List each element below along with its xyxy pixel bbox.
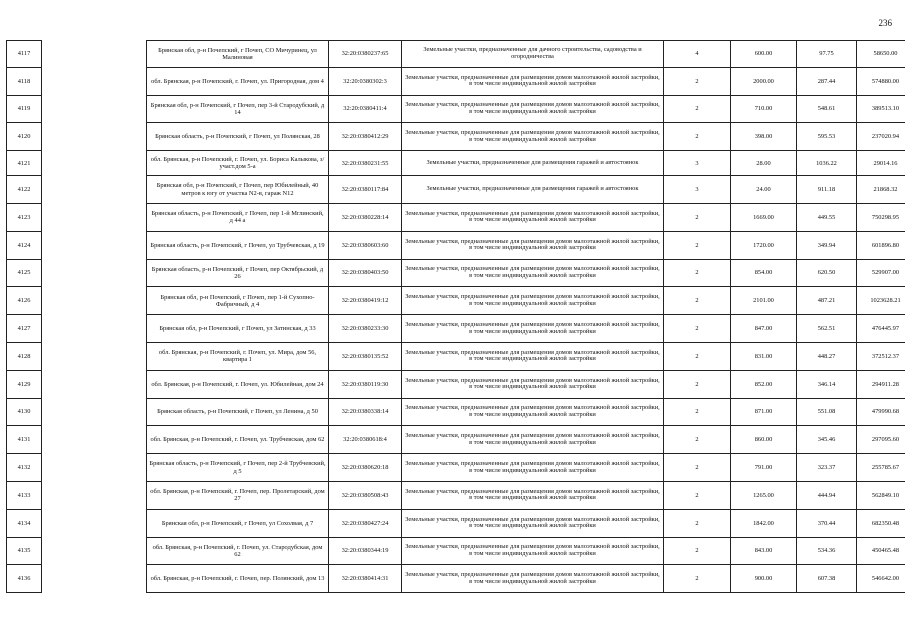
table-row (6, 260, 905, 288)
address-cell: Брянская обл, р-н Почепский, г Почеп, пер 1-й Сухопно-Фабричный, д 4 (146, 287, 329, 315)
category-cell: 2 (664, 287, 731, 315)
cadastral-value-cell: 1023628.21 (857, 287, 905, 315)
cadastral-number-cell: 32:20:0380412:29 (329, 123, 402, 151)
row-spacer (42, 232, 146, 260)
cadastral-value-cell: 529907.00 (857, 260, 905, 288)
permitted-use-cell: Земельные участки, предназначенные для размещения домов малоэтажной жилой застройки, в том числе индивидуальной жилой застройки (402, 343, 664, 371)
cadastral-value-cell: 389513.10 (857, 96, 905, 124)
table-row (6, 565, 905, 593)
area-cell: 854.00 (731, 260, 797, 288)
table-row (6, 426, 905, 454)
cadastral-number-cell: 32:20:0380228:14 (329, 204, 402, 232)
row-spacer (42, 399, 146, 427)
row-index: 4133 (6, 482, 42, 510)
cadastral-value-cell: 682350.48 (857, 510, 905, 538)
address-cell: Брянская область, р-н Почепский, г Почеп, ул Ленина, д 50 (146, 399, 329, 427)
table-row (6, 371, 905, 399)
permitted-use-cell: Земельные участки, предназначенные для размещения домов малоэтажной жилой застройки, в том числе индивидуальной жилой застройки (402, 482, 664, 510)
cadastral-number-cell: 32:20:0380414:31 (329, 565, 402, 593)
table-row (6, 123, 905, 151)
unit-value-cell: 595.53 (797, 123, 857, 151)
row-spacer (42, 204, 146, 232)
row-spacer (42, 68, 146, 96)
cadastral-number-cell: 32:20:0380403:50 (329, 260, 402, 288)
unit-value-cell: 1036.22 (797, 151, 857, 176)
permitted-use-cell: Земельные участки, предназначенные для размещения гаражей и автостоянок (402, 176, 664, 204)
row-index: 4128 (6, 343, 42, 371)
permitted-use-cell: Земельные участки, предназначенные для размещения домов малоэтажной жилой застройки, в том числе индивидуальной жилой застройки (402, 260, 664, 288)
area-cell: 398.00 (731, 123, 797, 151)
table-row (6, 151, 905, 176)
permitted-use-cell: Земельные участки, предназначенные для размещения домов малоэтажной жилой застройки, в том числе индивидуальной жилой застройки (402, 123, 664, 151)
address-cell: обл. Брянская, р-н Почепский, г. Почеп, ул. Пригородная, дом 4 (146, 68, 329, 96)
unit-value-cell: 534.36 (797, 538, 857, 566)
row-index: 4135 (6, 538, 42, 566)
cadastral-value-cell: 255785.67 (857, 454, 905, 482)
unit-value-cell: 548.61 (797, 96, 857, 124)
cadastral-value-cell: 562849.10 (857, 482, 905, 510)
row-spacer (42, 123, 146, 151)
permitted-use-cell: Земельные участки, предназначенные для дачного строительства, садоводства и огородничества (402, 40, 664, 68)
unit-value-cell: 287.44 (797, 68, 857, 96)
cadastral-value-cell: 546642.00 (857, 565, 905, 593)
row-index: 4120 (6, 123, 42, 151)
area-cell: 600.00 (731, 40, 797, 68)
row-index: 4126 (6, 287, 42, 315)
address-cell: Брянская обл, р-н Почепский, г Почеп, ул Затинская, д 33 (146, 315, 329, 343)
row-index: 4127 (6, 315, 42, 343)
unit-value-cell: 487.21 (797, 287, 857, 315)
cadastral-value-cell: 601896.80 (857, 232, 905, 260)
area-cell: 2000.00 (731, 68, 797, 96)
cadastral-number-cell: 32:20:0380411:4 (329, 96, 402, 124)
row-index: 4132 (6, 454, 42, 482)
category-cell: 2 (664, 454, 731, 482)
permitted-use-cell: Земельные участки, предназначенные для размещения гаражей и автостоянок (402, 151, 664, 176)
area-cell: 847.00 (731, 315, 797, 343)
area-cell: 24.00 (731, 176, 797, 204)
unit-value-cell: 607.38 (797, 565, 857, 593)
cadastral-number-cell: 32:20:0380117:84 (329, 176, 402, 204)
row-spacer (42, 538, 146, 566)
table-row (6, 454, 905, 482)
area-cell: 871.00 (731, 399, 797, 427)
address-cell: обл. Брянская, р-н Почепский, г. Почеп, ул. Мира, дом 56, квартира 1 (146, 343, 329, 371)
category-cell: 2 (664, 232, 731, 260)
table-row (6, 232, 905, 260)
permitted-use-cell: Земельные участки, предназначенные для размещения домов малоэтажной жилой застройки, в том числе индивидуальной жилой застройки (402, 510, 664, 538)
address-cell: Брянская обл, р-н Почепский, г Почеп, пер Юбилейный, 40 метров к югу от участка N2-в, гараж N12 (146, 176, 329, 204)
table-row (6, 343, 905, 371)
row-spacer (42, 287, 146, 315)
table-row (6, 204, 905, 232)
row-index: 4124 (6, 232, 42, 260)
unit-value-cell: 562.51 (797, 315, 857, 343)
address-cell: Брянская обл, р-н Почепский, г Почеп, пер 3-й Стародубский, д 14 (146, 96, 329, 124)
category-cell: 2 (664, 371, 731, 399)
row-index: 4134 (6, 510, 42, 538)
address-cell: Брянская область, р-н Почепский, г Почеп, ул Трубчевская, д 19 (146, 232, 329, 260)
permitted-use-cell: Земельные участки, предназначенные для размещения домов малоэтажной жилой застройки, в том числе индивидуальной жилой застройки (402, 426, 664, 454)
permitted-use-cell: Земельные участки, предназначенные для размещения домов малоэтажной жилой застройки, в том числе индивидуальной жилой застройки (402, 371, 664, 399)
cadastral-number-cell: 32:20:0380231:55 (329, 151, 402, 176)
row-index: 4136 (6, 565, 42, 593)
cadastral-value-cell: 479990.68 (857, 399, 905, 427)
row-spacer (42, 260, 146, 288)
land-register-table (6, 40, 905, 593)
permitted-use-cell: Земельные участки, предназначенные для размещения домов малоэтажной жилой застройки, в том числе индивидуальной жилой застройки (402, 538, 664, 566)
area-cell: 28.00 (731, 151, 797, 176)
area-cell: 1669.00 (731, 204, 797, 232)
permitted-use-cell: Земельные участки, предназначенные для размещения домов малоэтажной жилой застройки, в том числе индивидуальной жилой застройки (402, 399, 664, 427)
row-index: 4117 (6, 40, 42, 68)
address-cell: Брянская область, р-н Почепский, г Почеп, пер Октябрьский, д 26 (146, 260, 329, 288)
table-row (6, 510, 905, 538)
cadastral-value-cell: 372512.37 (857, 343, 905, 371)
unit-value-cell: 323.37 (797, 454, 857, 482)
category-cell: 2 (664, 123, 731, 151)
cadastral-value-cell: 21868.32 (857, 176, 905, 204)
row-index: 4131 (6, 426, 42, 454)
table-row (6, 399, 905, 427)
area-cell: 710.00 (731, 96, 797, 124)
row-spacer (42, 371, 146, 399)
area-cell: 900.00 (731, 565, 797, 593)
category-cell: 2 (664, 315, 731, 343)
area-cell: 1842.00 (731, 510, 797, 538)
row-index: 4130 (6, 399, 42, 427)
address-cell: Брянская обл, р-н Почепский, г Почеп, ул Сохолвая, д 7 (146, 510, 329, 538)
category-cell: 2 (664, 204, 731, 232)
area-cell: 852.00 (731, 371, 797, 399)
row-spacer (42, 176, 146, 204)
cadastral-value-cell: 450465.48 (857, 538, 905, 566)
cadastral-number-cell: 32:20:0380135:52 (329, 343, 402, 371)
unit-value-cell: 911.18 (797, 176, 857, 204)
permitted-use-cell: Земельные участки, предназначенные для размещения домов малоэтажной жилой застройки, в том числе индивидуальной жилой застройки (402, 454, 664, 482)
address-cell: Брянская обл, р-н Почепский, г Почеп, СО Мичуринец, ул Малиновая (146, 40, 329, 68)
category-cell: 2 (664, 510, 731, 538)
category-cell: 2 (664, 68, 731, 96)
table-row (6, 315, 905, 343)
address-cell: обл. Брянская, р-н Почепский, г. Почеп, ул. Трубчевская, дом 62 (146, 426, 329, 454)
unit-value-cell: 349.94 (797, 232, 857, 260)
cadastral-value-cell: 476445.97 (857, 315, 905, 343)
permitted-use-cell: Земельные участки, предназначенные для размещения домов малоэтажной жилой застройки, в том числе индивидуальной жилой застройки (402, 565, 664, 593)
row-spacer (42, 482, 146, 510)
category-cell: 2 (664, 343, 731, 371)
permitted-use-cell: Земельные участки, предназначенные для размещения домов малоэтажной жилой застройки, в том числе индивидуальной жилой застройки (402, 315, 664, 343)
cadastral-number-cell: 32:20:0380603:60 (329, 232, 402, 260)
table-row (6, 482, 905, 510)
row-spacer (42, 151, 146, 176)
address-cell: обл. Брянская, р-н Почепский, г. Почеп, пер. Пролетарский, дом 27 (146, 482, 329, 510)
cadastral-value-cell: 297095.60 (857, 426, 905, 454)
category-cell: 2 (664, 426, 731, 454)
unit-value-cell: 448.27 (797, 343, 857, 371)
address-cell: обл. Брянская, р-н Почепский, г. Почеп, пер. Полянский, дом 13 (146, 565, 329, 593)
unit-value-cell: 97.75 (797, 40, 857, 68)
category-cell: 2 (664, 96, 731, 124)
row-index: 4129 (6, 371, 42, 399)
cadastral-value-cell: 294911.28 (857, 371, 905, 399)
permitted-use-cell: Земельные участки, предназначенные для размещения домов малоэтажной жилой застройки, в том числе индивидуальной жилой застройки (402, 287, 664, 315)
table-row (6, 538, 905, 566)
row-spacer (42, 40, 146, 68)
cadastral-number-cell: 32:20:0380233:30 (329, 315, 402, 343)
cadastral-value-cell: 750298.95 (857, 204, 905, 232)
category-cell: 4 (664, 40, 731, 68)
page-number: 236 (878, 18, 892, 28)
permitted-use-cell: Земельные участки, предназначенные для размещения домов малоэтажной жилой застройки, в том числе индивидуальной жилой застройки (402, 204, 664, 232)
permitted-use-cell: Земельные участки, предназначенные для размещения домов малоэтажной жилой застройки, в том числе индивидуальной жилой застройки (402, 232, 664, 260)
permitted-use-cell: Земельные участки, предназначенные для размещения домов малоэтажной жилой застройки, в том числе индивидуальной жилой застройки (402, 68, 664, 96)
table-row (6, 96, 905, 124)
cadastral-number-cell: 32:20:0380237:65 (329, 40, 402, 68)
unit-value-cell: 345.46 (797, 426, 857, 454)
category-cell: 3 (664, 176, 731, 204)
row-spacer (42, 510, 146, 538)
table-row (6, 287, 905, 315)
row-index: 4123 (6, 204, 42, 232)
category-cell: 2 (664, 565, 731, 593)
cadastral-number-cell: 32:20:0380419:12 (329, 287, 402, 315)
table-row (6, 68, 905, 96)
row-index: 4119 (6, 96, 42, 124)
category-cell: 3 (664, 151, 731, 176)
area-cell: 843.00 (731, 538, 797, 566)
row-spacer (42, 565, 146, 593)
address-cell: обл. Брянская, р-н Почепский, г. Почеп, ул. Стародубская, дом 62 (146, 538, 329, 566)
row-index: 4121 (6, 151, 42, 176)
cadastral-number-cell: 32:20:0380119:30 (329, 371, 402, 399)
category-cell: 2 (664, 399, 731, 427)
area-cell: 791.00 (731, 454, 797, 482)
row-spacer (42, 96, 146, 124)
table-row (6, 40, 905, 68)
cadastral-number-cell: 32:20:0380344:19 (329, 538, 402, 566)
row-spacer (42, 426, 146, 454)
unit-value-cell: 444.94 (797, 482, 857, 510)
unit-value-cell: 551.08 (797, 399, 857, 427)
cadastral-number-cell: 32:20:0380620:18 (329, 454, 402, 482)
permitted-use-cell: Земельные участки, предназначенные для размещения домов малоэтажной жилой застройки, в том числе индивидуальной жилой застройки (402, 96, 664, 124)
category-cell: 2 (664, 260, 731, 288)
cadastral-number-cell: 32:20:0380618:4 (329, 426, 402, 454)
unit-value-cell: 346.14 (797, 371, 857, 399)
unit-value-cell: 449.55 (797, 204, 857, 232)
cadastral-value-cell: 29014.16 (857, 151, 905, 176)
table-row (6, 176, 905, 204)
row-index: 4125 (6, 260, 42, 288)
area-cell: 1265.00 (731, 482, 797, 510)
area-cell: 831.00 (731, 343, 797, 371)
category-cell: 2 (664, 482, 731, 510)
area-cell: 1720.00 (731, 232, 797, 260)
address-cell: Брянская область, р-н Почепский, г Почеп, пер 2-й Трубчевский, д 5 (146, 454, 329, 482)
category-cell: 2 (664, 538, 731, 566)
cadastral-number-cell: 32:20:0380427:24 (329, 510, 402, 538)
address-cell: Брянская область, р-н Почепский, г Почеп, ул Полянская, 28 (146, 123, 329, 151)
row-index: 4122 (6, 176, 42, 204)
area-cell: 2101.00 (731, 287, 797, 315)
unit-value-cell: 620.50 (797, 260, 857, 288)
cadastral-number-cell: 32:20:0380338:14 (329, 399, 402, 427)
row-spacer (42, 343, 146, 371)
cadastral-value-cell: 58650.00 (857, 40, 905, 68)
row-spacer (42, 454, 146, 482)
address-cell: Брянская область, р-н Почепский, г Почеп, пер 1-й Мглинский, д 44 а (146, 204, 329, 232)
cadastral-value-cell: 574880.00 (857, 68, 905, 96)
unit-value-cell: 370.44 (797, 510, 857, 538)
cadastral-number-cell: 32:20:0380508:43 (329, 482, 402, 510)
area-cell: 860.00 (731, 426, 797, 454)
cadastral-value-cell: 237020.94 (857, 123, 905, 151)
row-index: 4118 (6, 68, 42, 96)
address-cell: обл. Брянская, р-н Почепский, г. Почеп, ул. Бориса Калыкова, з/участ.дом 5-а (146, 151, 329, 176)
row-spacer (42, 315, 146, 343)
address-cell: обл. Брянская, р-н Почепский, г. Почеп, ул. Юбилейная, дом 24 (146, 371, 329, 399)
cadastral-number-cell: 32:20:0380302:3 (329, 68, 402, 96)
